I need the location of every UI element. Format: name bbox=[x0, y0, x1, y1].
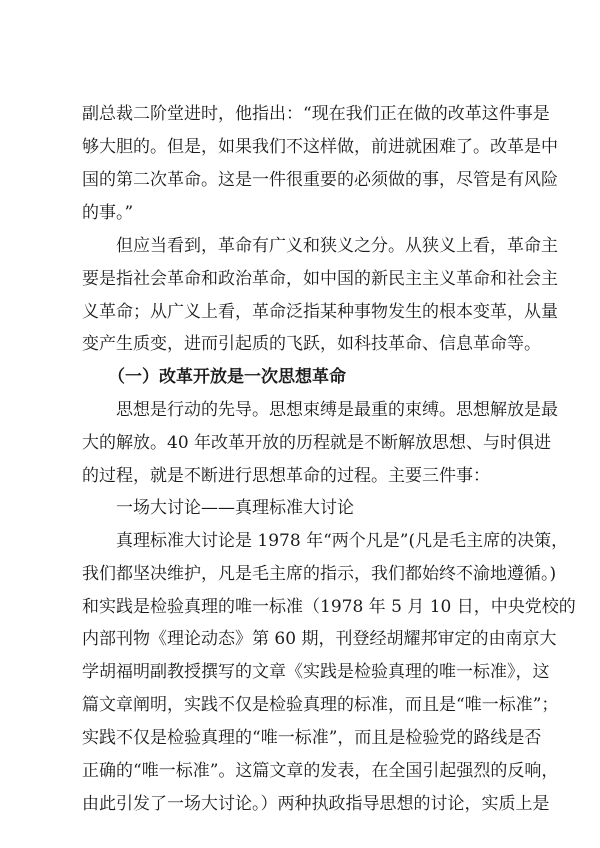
text-line: 篇文章阐明，实践不仅是检验真理的标准，而且是“唯一标准”； bbox=[82, 695, 559, 715]
text-line: 的过程，就是不断进行思想革命的过程。主要三件事： bbox=[82, 466, 490, 486]
text-line: 和实践是检验真理的唯一标准（1978 年 5 月 10 日，中央党校的 bbox=[82, 597, 576, 617]
text-line: 要是指社会革命和政治革命，如中国的新民主主义革命和社会主 bbox=[82, 269, 558, 289]
section-heading: （一）改革开放是一次思想革命 bbox=[108, 367, 346, 387]
text-line: 我们都坚决维护，凡是毛主席的指示，我们都始终不渝地遵循。) bbox=[82, 564, 557, 584]
text-line: 学胡福明副教授撰写的文章《实践是检验真理的唯一标准》，这 bbox=[82, 662, 550, 682]
text-line: 由此引发了一场大讨论。）两种执政指导思想的讨论，实质上是 bbox=[82, 794, 550, 814]
text-line: 思想是行动的先导。思想束缚是最重的束缚。思想解放是最 bbox=[116, 400, 558, 420]
text-line: 正确的“唯一标准”。这篇文章的发表，在全国引起强烈的反响， bbox=[82, 761, 559, 781]
text-line: 国的第二次革命。这是一件很重要的必须做的事，尽管是有风险 bbox=[82, 170, 558, 190]
text-line: 的事。” bbox=[82, 203, 134, 223]
text-line: 副总裁二阶堂进时，他指出：“现在我们正在做的改革这件事是 bbox=[82, 104, 550, 124]
text-line: 大的解放。40 年改革开放的历程就是不断解放思想、与时俱进 bbox=[82, 433, 552, 453]
text-line: 内部刊物《理论动态》第 60 期，刊登经胡耀邦审定的由南京大 bbox=[82, 629, 557, 649]
text-line: 义革命；从广义上看，革命泛指某种事物发生的根本变革，从量 bbox=[82, 302, 558, 322]
text-line: 但应当看到，革命有广义和狭义之分。从狭义上看，革命主 bbox=[116, 236, 558, 256]
text-line: 实践不仅是检验真理的“唯一标准”，而且是检验党的路线是否 bbox=[82, 728, 542, 748]
subsection-heading: 一场大讨论——真理标准大讨论 bbox=[116, 498, 354, 518]
text-line: 够大胆的。但是，如果我们不这样做，前进就困难了。改革是中 bbox=[82, 137, 558, 157]
text-line: 变产生质变，进而引起质的飞跃，如科技革命、信息革命等。 bbox=[82, 334, 541, 354]
text-line: 真理标准大讨论是 1978 年“两个凡是”(凡是毛主席的决策， bbox=[116, 531, 569, 551]
